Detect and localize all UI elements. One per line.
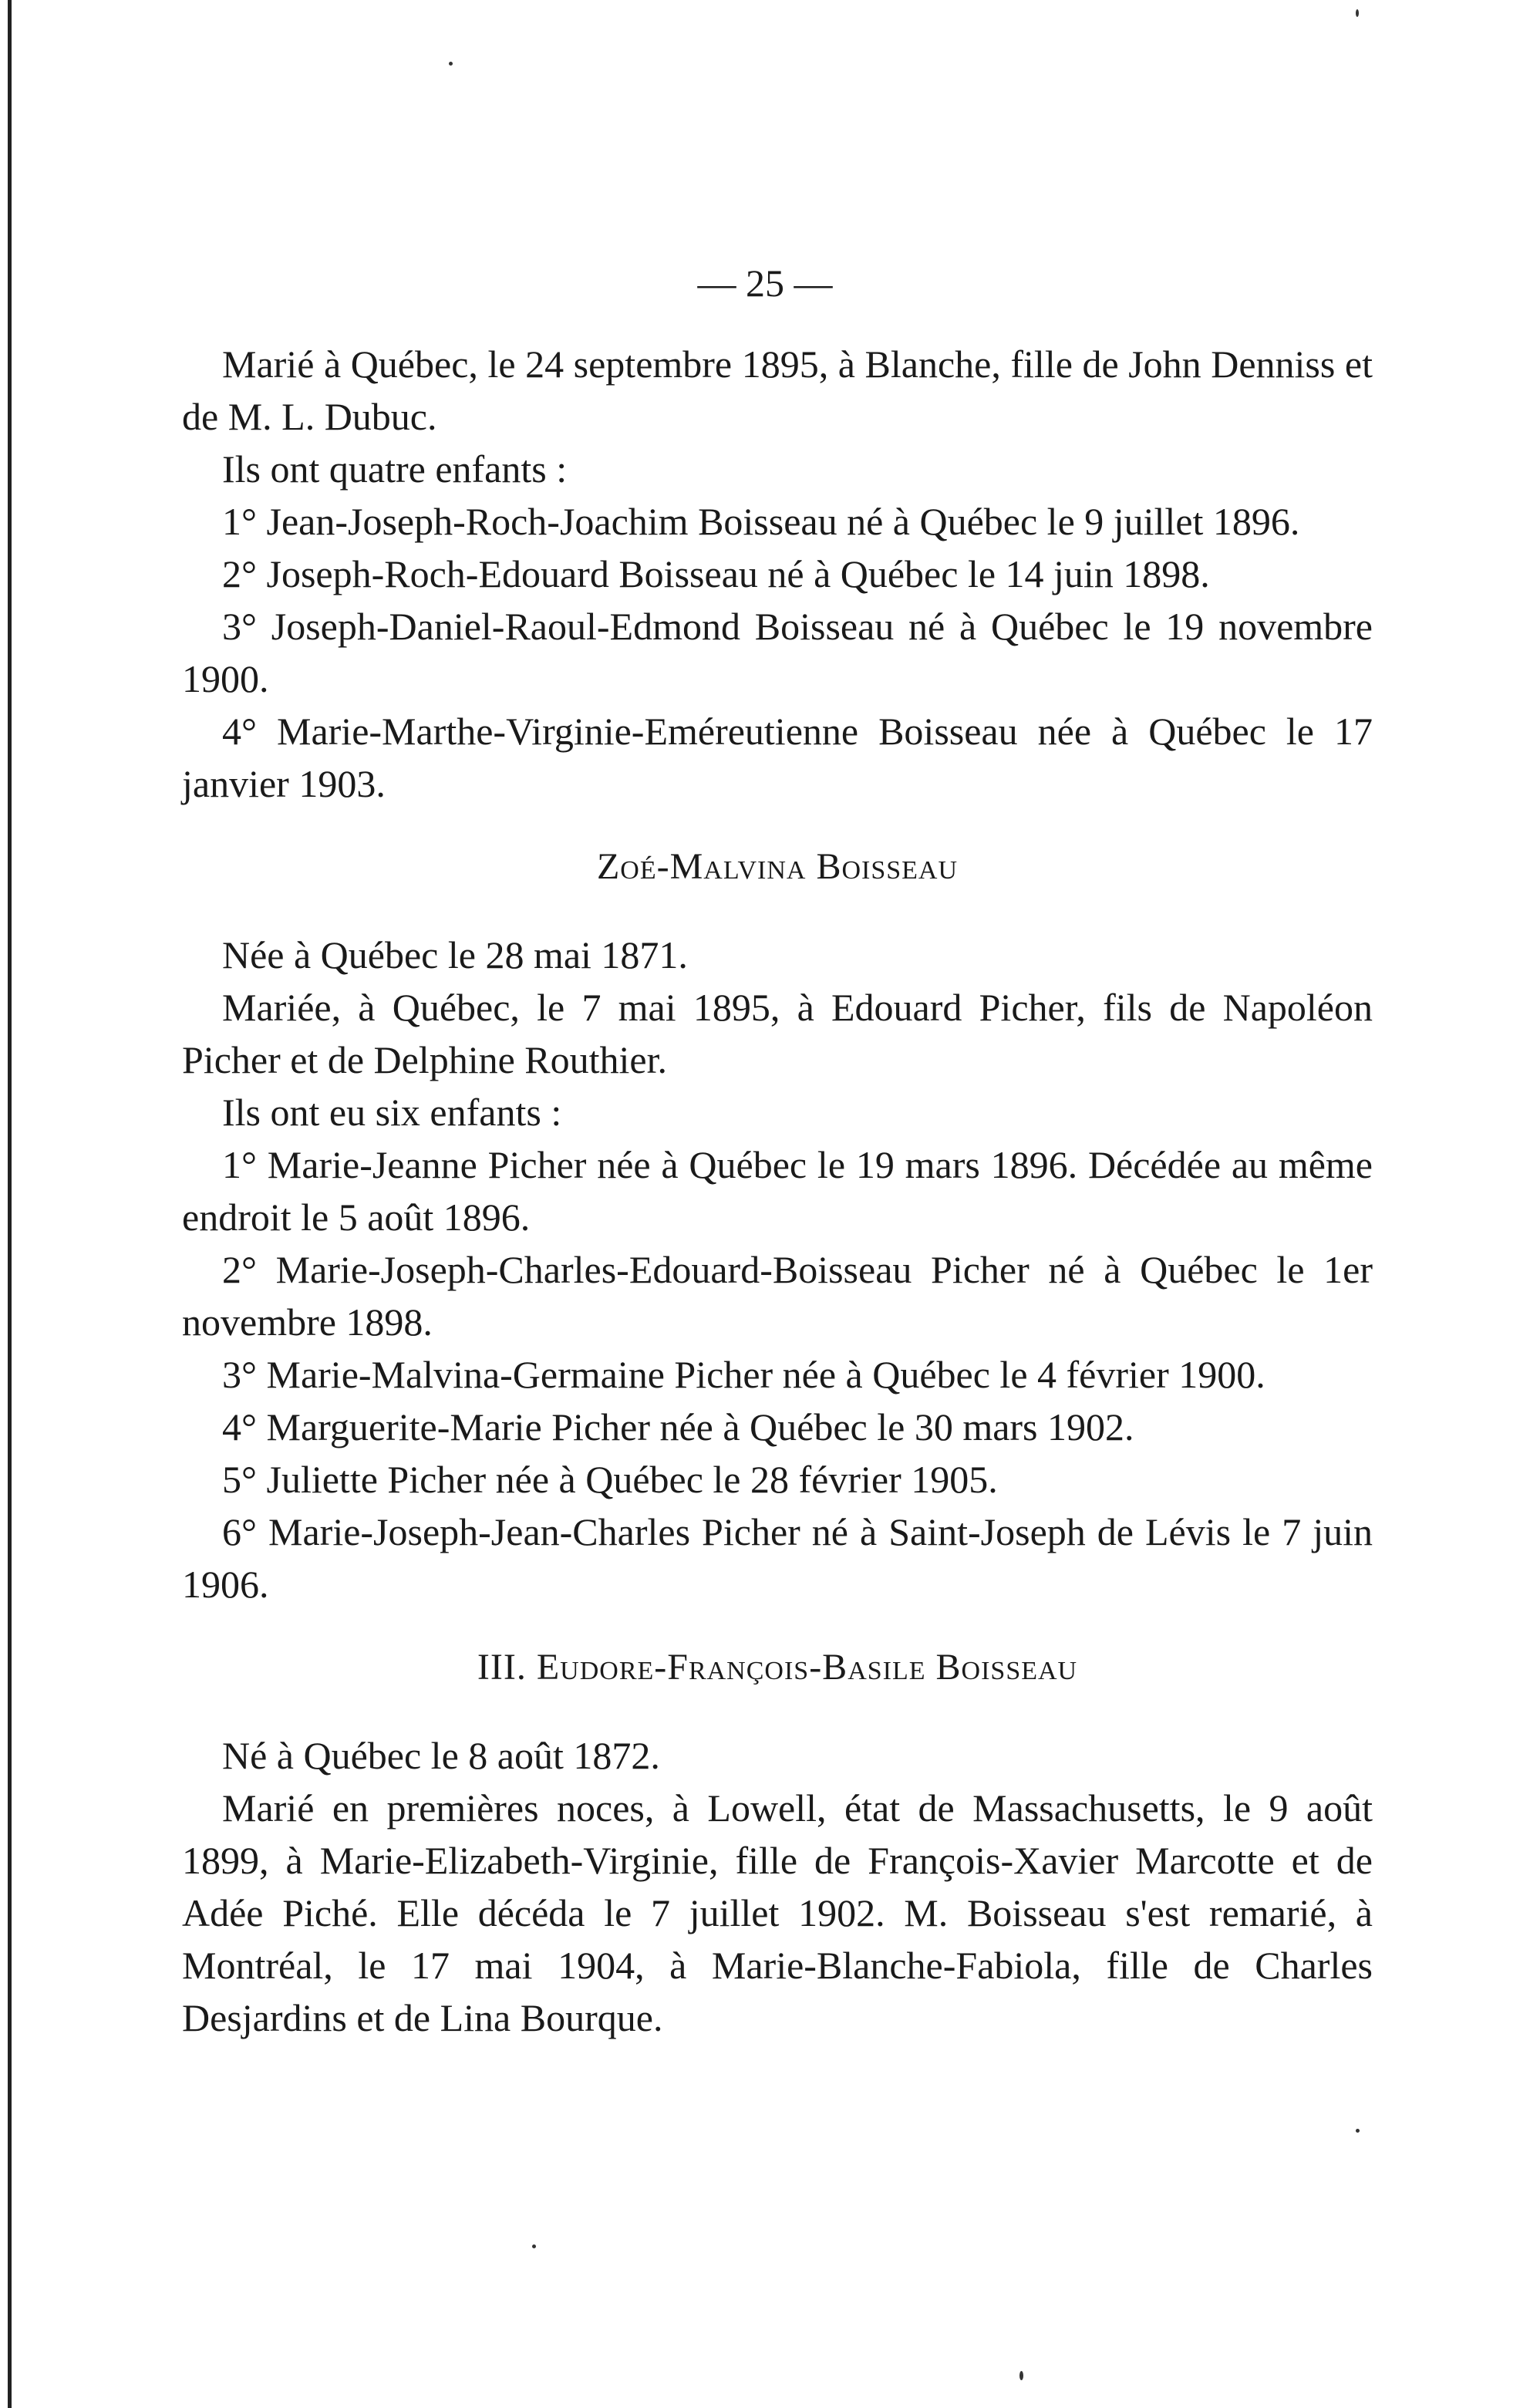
paragraph: Ils ont quatre enfants :	[222, 447, 568, 491]
paragraph: Né à Québec le 8 août 1872.	[222, 1734, 660, 1777]
paragraph: Mariée, à Québec, le 7 mai 1895, à Edouard Picher, fils de Napoléon Picher et de Delphine Routhier.	[182, 986, 1373, 1081]
child-entry: 6° Marie-Joseph-Jean-Charles Picher né à Saint-Joseph de Lévis le 7 juin 1906.	[182, 1510, 1373, 1606]
child-entry: 2° Marie-Joseph-Charles-Edouard-Boisseau Picher né à Québec le 1er novembre 1898.	[182, 1248, 1373, 1344]
print-speck	[532, 2244, 536, 2248]
page-number: — 25 —	[697, 261, 833, 305]
child-entry: 3° Joseph-Daniel-Raoul-Edmond Boisseau né à Québec le 19 novembre 1900.	[182, 605, 1373, 700]
section-heading: III. Eudore-François-Basile Boisseau	[477, 1647, 1078, 1688]
paragraph: Marié à Québec, le 24 septembre 1895, à Blanche, fille de John Denniss et de M. L. Dubuc.	[182, 342, 1373, 438]
print-speck	[1356, 2129, 1360, 2133]
paragraph: Marié en premières noces, à Lowell, état de Massachusetts, le 9 août 1899, à Marie-Elizabeth-Virginie, fille de François-Xavier Marcotte et de Adée Piché. Elle décéda le 7 juillet 1902. M. Boisseau s'est remarié, à Montréal, le 17 mai 1904, à Marie-Blanche-Fabiola, fille de Charles Desjardins et de Lina Bourque.	[182, 1786, 1373, 2039]
paragraph: Ils ont eu six enfants :	[222, 1091, 562, 1134]
child-entry: 4° Marguerite-Marie Picher née à Québec le 30 mars 1902.	[222, 1405, 1134, 1449]
paragraph: Née à Québec le 28 mai 1871.	[222, 933, 688, 976]
child-entry: 5° Juliette Picher née à Québec le 28 février 1905.	[222, 1458, 998, 1501]
page-binding-edge	[8, 0, 12, 2408]
print-speck	[1356, 9, 1359, 17]
child-entry: 4° Marie-Marthe-Virginie-Eméreutienne Boisseau née à Québec le 17 janvier 1903.	[182, 710, 1373, 805]
child-entry: 2° Joseph-Roch-Edouard Boisseau né à Québec le 14 juin 1898.	[222, 552, 1210, 595]
print-speck	[1019, 2371, 1023, 2380]
print-speck	[449, 62, 453, 66]
page-body	[182, 338, 1373, 2044]
child-entry: 3° Marie-Malvina-Germaine Picher née à Québec le 4 février 1900.	[222, 1353, 1265, 1396]
child-entry: 1° Jean-Joseph-Roch-Joachim Boisseau né à Québec le 9 juillet 1896.	[222, 500, 1300, 543]
section-heading: Zoé-Malvina Boisseau	[596, 846, 959, 887]
child-entry: 1° Marie-Jeanne Picher née à Québec le 19 mars 1896. Décédée au même endroit le 5 août 1896.	[182, 1143, 1373, 1239]
